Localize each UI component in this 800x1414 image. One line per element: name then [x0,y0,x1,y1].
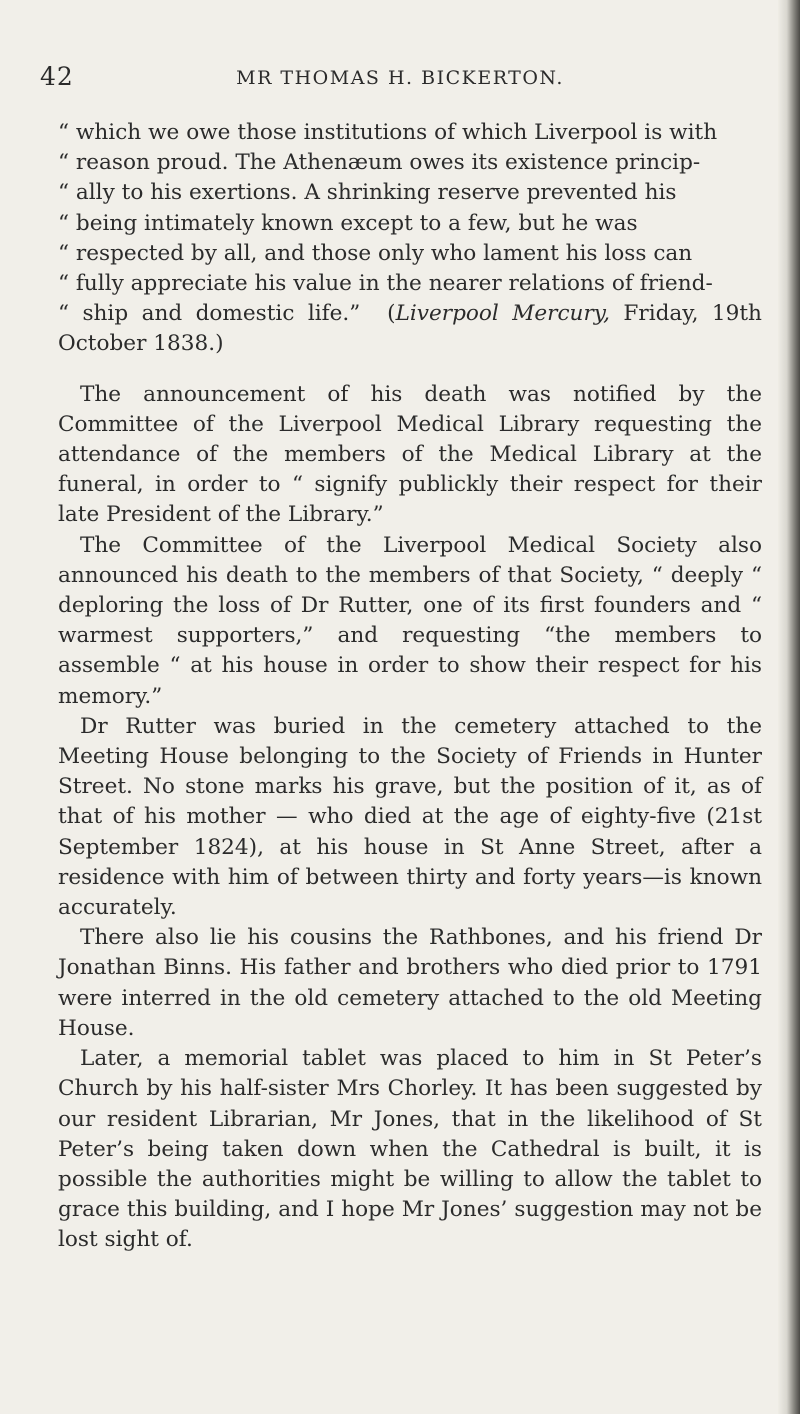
quote-line: “ fully appreciate his value in the nearer relations of friend- [58,271,713,297]
quote-source-date: Friday, 19th October 1838.) [58,301,762,357]
paragraph-death-announcement: The announcement of his death was notified by the Committee of the Liverpool Medical Library requesting the attendance of the members of the Medical Library at the funeral, in order to “ signify publickly their respect for their late President of the Library.” [58,381,762,528]
quote-source-publication: Liverpool Mercury, [395,301,610,327]
page-edge-shadow [778,0,800,1414]
paragraph-burial: Dr Rutter was buried in the cemetery attached to the Meeting House belonging to the Society of Friends in Hunter Street. No stone marks his grave, but the position of it, as of that of his mother — who died at the age of eighty-five (21st September 1824), at his house in St Anne Street, after a residence with him of between thirty and forty years—is known accurately. [58,713,762,921]
quote-source-open: ( [387,301,396,327]
paragraph-cousins: There also lie his cousins the Rathbones, and his friend Dr Jonathan Binns. His father and brothers who died prior to 1791 were interred in the old cemetery attached to the old Meeting House. [58,925,762,1041]
page-header [40,62,760,102]
quote-line: “ respected by all, and those only who lament his loss can [58,240,693,266]
quote-line: “ reason proud. The Athenæum owes its existence princip- [58,150,701,176]
running-title: MR THOMAS H. BICKERTON. [236,67,564,89]
page-number: 42 [40,62,74,91]
quote-line: “ which we owe those institutions of which Liverpool is with [58,120,718,145]
quote-line: “ ship and domestic life.” [58,301,361,327]
page-body [58,118,762,1256]
quote-line: “ being intimately known except to a few, but he was [58,210,638,236]
paragraph-medical-society: The Committee of the Liverpool Medical Society also announced his death to the members of that Society, “ deeply “ deploring the loss of Dr Rutter, one of its first founders and “ warmest supporters,” and requesting “the members to assemble “ at his house in order to show their respect for his memory.” [58,532,762,709]
paragraph-memorial-tablet: Later, a memorial tablet was placed to him in St Peter’s Church by his half-sister Mrs Chorley. It has been suggested by our resident Librarian, Mr Jones, that in the likelihood of St Peter’s being taken down when the Cathedral is built, it is possible the authorities might be willing to allow the tablet to grace this building, and I hope Mr Jones’ suggestion may not be lost sight of. [58,1046,762,1253]
quote-line: “ ally to his exertions. A shrinking reserve prevented his [58,180,677,206]
newspaper-quotation [58,118,762,360]
